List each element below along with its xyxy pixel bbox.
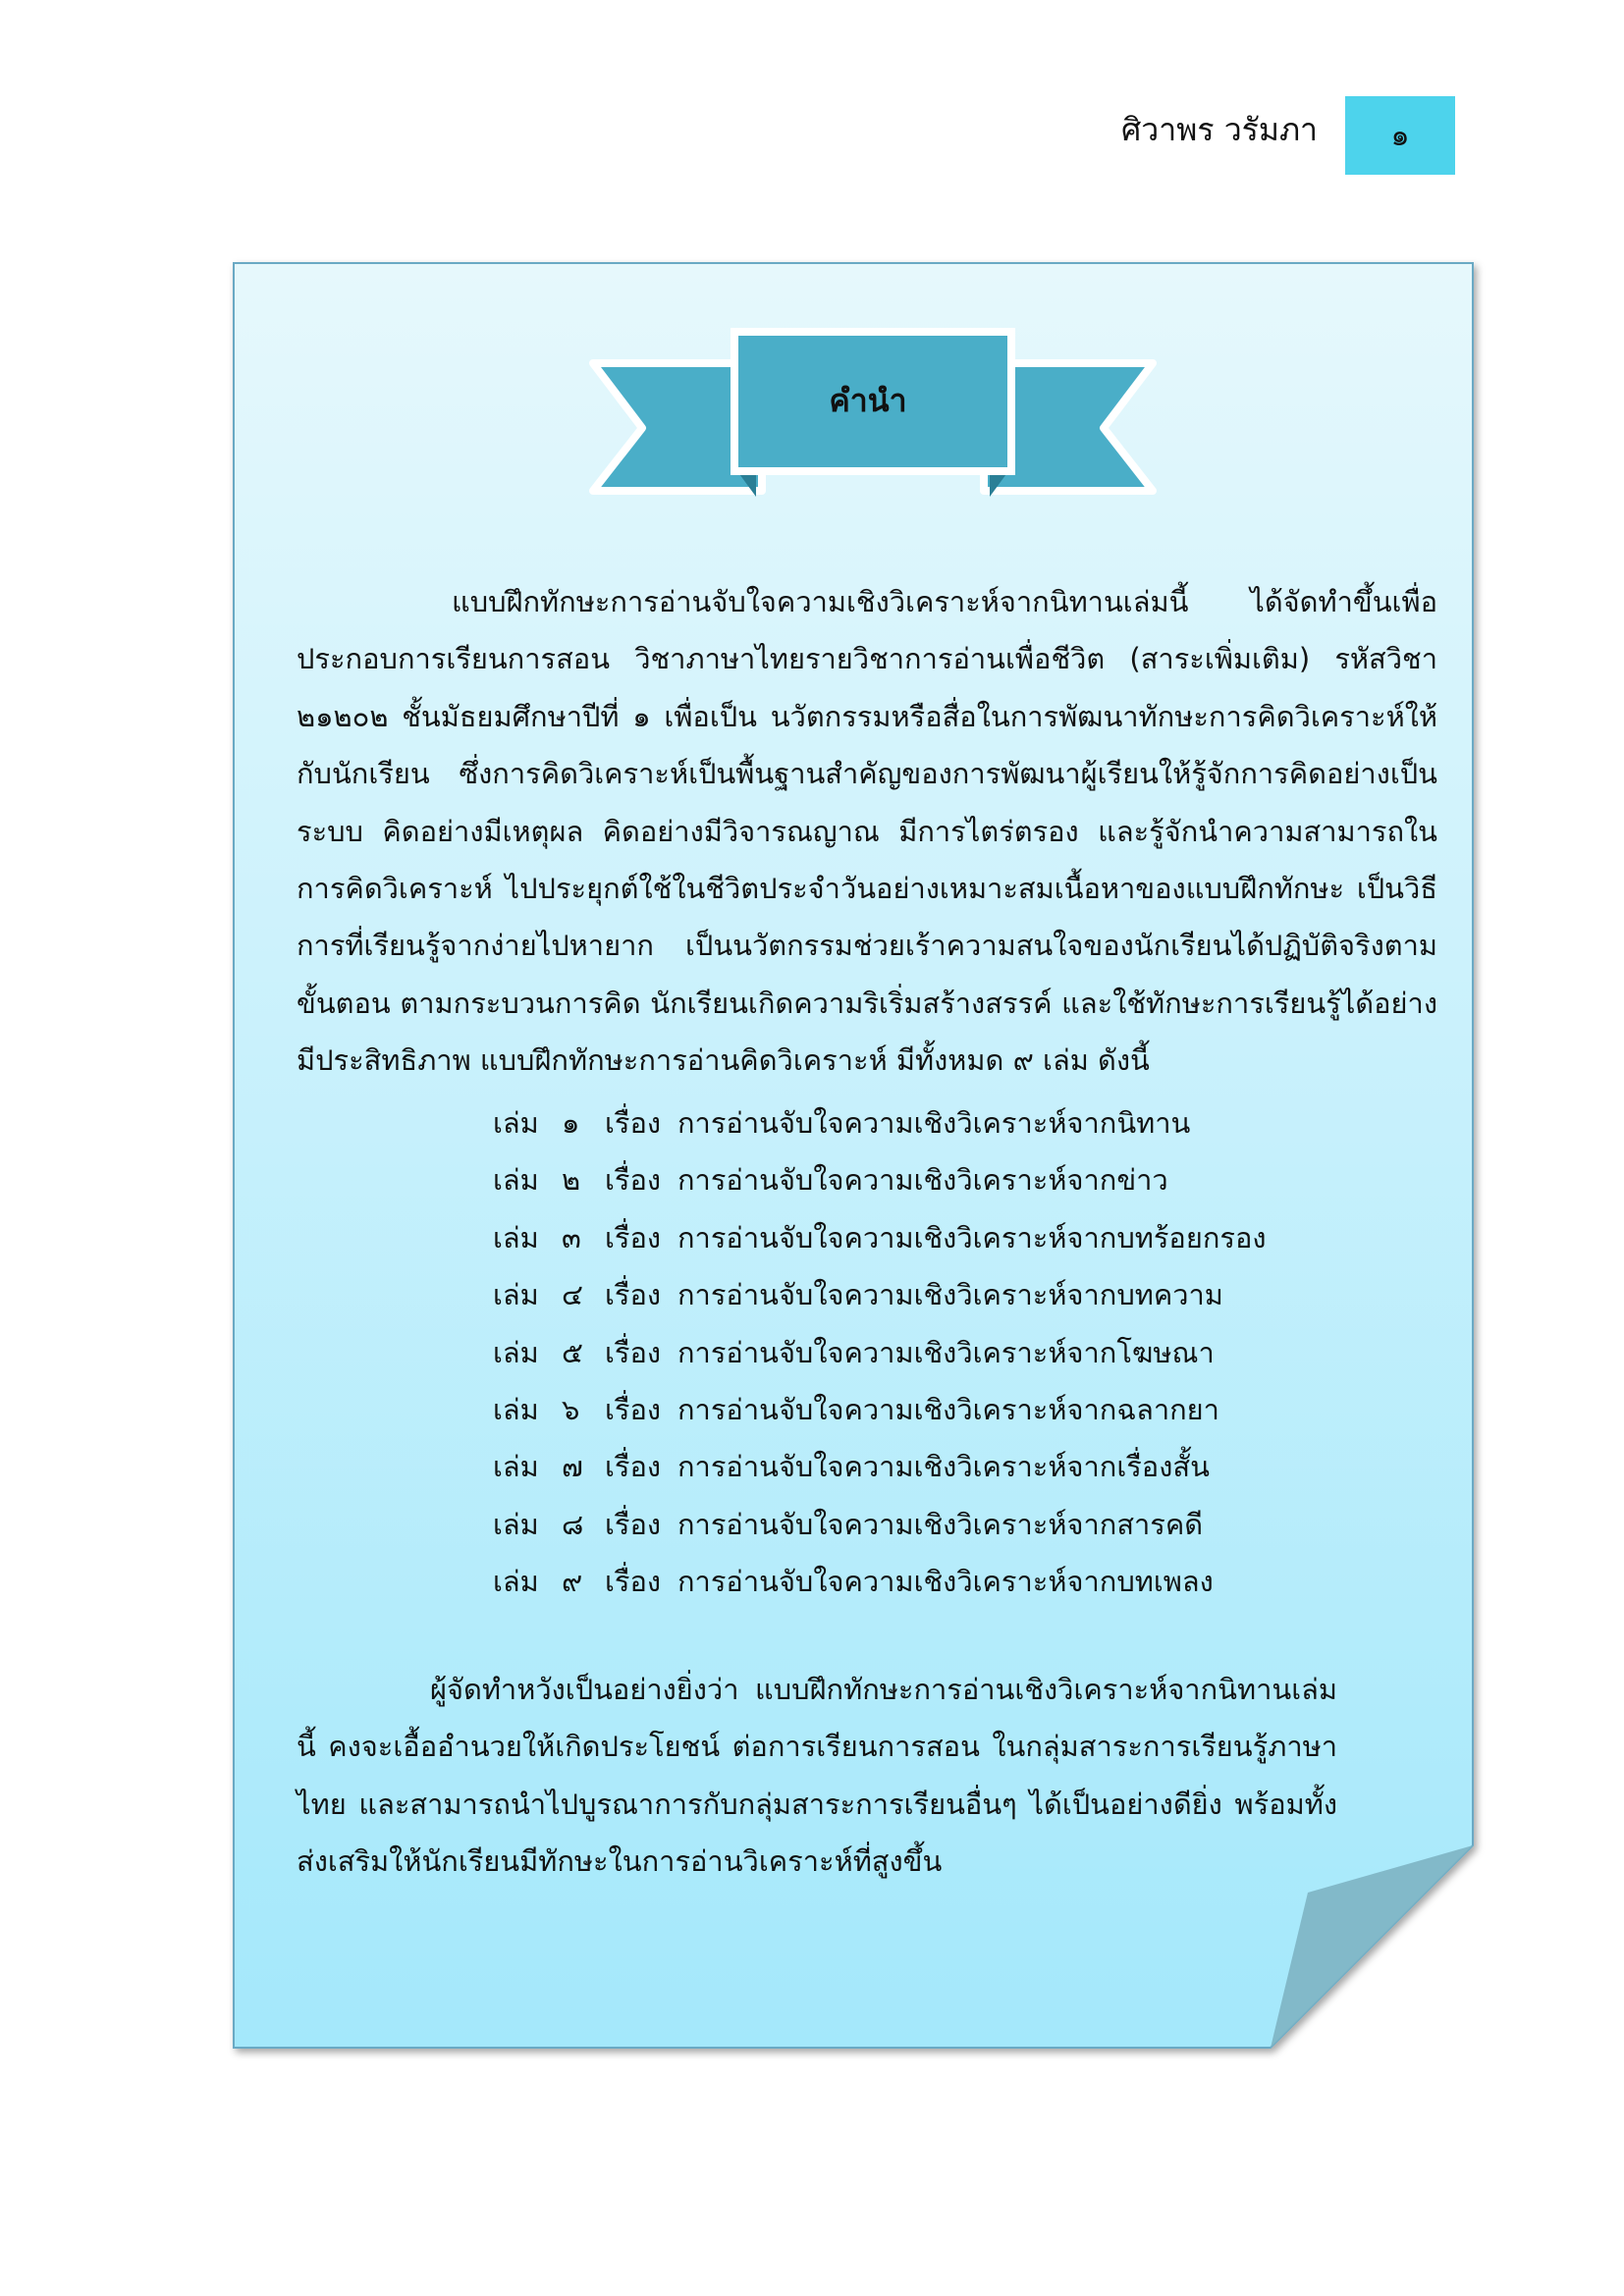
volume-word: เล่ม [493, 1450, 539, 1484]
volume-word: เล่ม [493, 1220, 539, 1255]
volume-subject-word: เรื่อง [605, 1335, 662, 1369]
volume-subject-word: เรื่อง [605, 1393, 662, 1427]
volume-title: การอ่านจับใจความเชิงวิเคราะห์จากบทร้อยกรอง [677, 1220, 1267, 1255]
volume-item [493, 1324, 1267, 1381]
volume-number: ๙ [562, 1565, 583, 1599]
volume-word: เล่ม [493, 1163, 539, 1198]
volume-title: การอ่านจับใจความเชิงวิเคราะห์จากบทเพลง [677, 1565, 1214, 1599]
page-title: คำนำ [829, 381, 907, 419]
volume-number: ๖ [562, 1393, 580, 1427]
volume-number: ๒ [562, 1163, 581, 1198]
page-number: ๑ [1390, 118, 1410, 153]
volume-subject-word: เรื่อง [605, 1220, 662, 1255]
volume-subject-word: เรื่อง [605, 1507, 662, 1541]
volume-number: ๑ [562, 1106, 580, 1140]
volume-item [493, 1209, 1267, 1266]
intro-paragraph: แบบฝึกทักษะการอ่านจับใจความเชิงวิเคราะห์จากนิทานเล่มนี้ ได้จัดทำขึ้นเพื่อประกอบการเรียนการสอน วิชาภาษาไทยรายวิชาการอ่านเพื่อชีวิต (สาระเพิ่มเติม) รหัสวิชา ๒๑๒๐๒ ชั้นมัธยมศึกษาปีที่ ๑ เพื่อเป็น นวัตกรรมหรือสื่อในการพัฒนาทักษะการคิดวิเคราะห์ให้กับนักเรียน ซึ่งการคิดวิเคราะห์เป็นพื้นฐานสำคัญของการพัฒนาผู้เรียนให้รู้จักการคิดอย่างเป็นระบบ คิดอย่างมีเหตุผล คิดอย่างมีวิจารณญาณ มีการไตร่ตรอง และรู้จักนำความสามารถในการคิดวิเคราะห์ ไปประยุกต์ใช้ในชีวิตประจำวันอย่างเหมาะสมเนื้อหาของแบบฝึกทักษะ เป็นวิธีการที่เรียนรู้จากง่ายไปหายาก เป็นนวัตกรรมช่วยเร้าความสนใจของนักเรียนได้ปฏิบัติจริงตามขั้นตอน ตามกระบวนการคิด นักเรียนเกิดความริเริ่มสร้างสรรค์ และใช้ทักษะการเรียนรู้ได้อย่างมีประสิทธิภาพ แบบฝึกทักษะการอ่านคิดวิเคราะห์ มีทั้งหมด ๙ เล่ม ดังนี้ [297, 585, 1437, 1078]
volume-number: ๗ [562, 1450, 583, 1484]
volume-item [493, 1438, 1267, 1495]
volume-title: การอ่านจับใจความเชิงวิเคราะห์จากนิทาน [677, 1106, 1191, 1140]
volume-title: การอ่านจับใจความเชิงวิเคราะห์จากสารคดี [677, 1507, 1204, 1541]
closing-section [297, 1661, 1337, 1891]
header-author: ศิวาพร วรัมภา [1120, 111, 1318, 148]
volume-number: ๓ [562, 1220, 581, 1255]
volume-item [493, 1095, 1267, 1151]
intro-section [297, 573, 1437, 1090]
volume-word: เล่ม [493, 1393, 539, 1427]
closing-paragraph: ผู้จัดทำหวังเป็นอย่างยิ่งว่า แบบฝึกทักษะการอ่านเชิงวิเคราะห์จากนิทานเล่มนี้ คงจะเอื้ออำนวยให้เกิดประโยชน์ ต่อการเรียนการสอน ในกลุ่มสาระการเรียนรู้ภาษาไทย และสามารถนำไปบูรณาการกับกลุ่มสาระการเรียนอื่นๆ ได้เป็นอย่างดียิ่ง พร้อมทั้งส่งเสริมให้นักเรียนมีทักษะในการอ่านวิเคราะห์ที่สูงขึ้น [297, 1673, 1337, 1879]
volume-number: ๔ [562, 1278, 583, 1312]
volume-subject-word: เรื่อง [605, 1565, 662, 1599]
volume-subject-word: เรื่อง [605, 1278, 662, 1312]
volume-item [493, 1151, 1267, 1208]
volume-word: เล่ม [493, 1335, 539, 1369]
volume-title: การอ่านจับใจความเชิงวิเคราะห์จากเรื่องสั้น [677, 1450, 1210, 1484]
volume-title: การอ่านจับใจความเชิงวิเคราะห์จากฉลากยา [677, 1393, 1219, 1427]
volume-list [493, 1095, 1267, 1611]
volume-title: การอ่านจับใจความเชิงวิเคราะห์จากบทความ [677, 1278, 1223, 1312]
volume-word: เล่ม [493, 1278, 539, 1312]
volume-word: เล่ม [493, 1507, 539, 1541]
volume-number: ๕ [562, 1335, 583, 1369]
volume-title: การอ่านจับใจความเชิงวิเคราะห์จากข่าว [677, 1163, 1168, 1198]
volume-word: เล่ม [493, 1106, 539, 1140]
volume-title: การอ่านจับใจความเชิงวิเคราะห์จากโฆษณา [677, 1335, 1215, 1369]
volume-item [493, 1496, 1267, 1553]
volume-word: เล่ม [493, 1565, 539, 1599]
volume-subject-word: เรื่อง [605, 1106, 662, 1140]
volume-number: ๘ [562, 1507, 584, 1541]
volume-item [493, 1553, 1267, 1610]
volume-subject-word: เรื่อง [605, 1163, 662, 1198]
volume-item [493, 1381, 1267, 1438]
volume-subject-word: เรื่อง [605, 1450, 662, 1484]
volume-item [493, 1266, 1267, 1323]
